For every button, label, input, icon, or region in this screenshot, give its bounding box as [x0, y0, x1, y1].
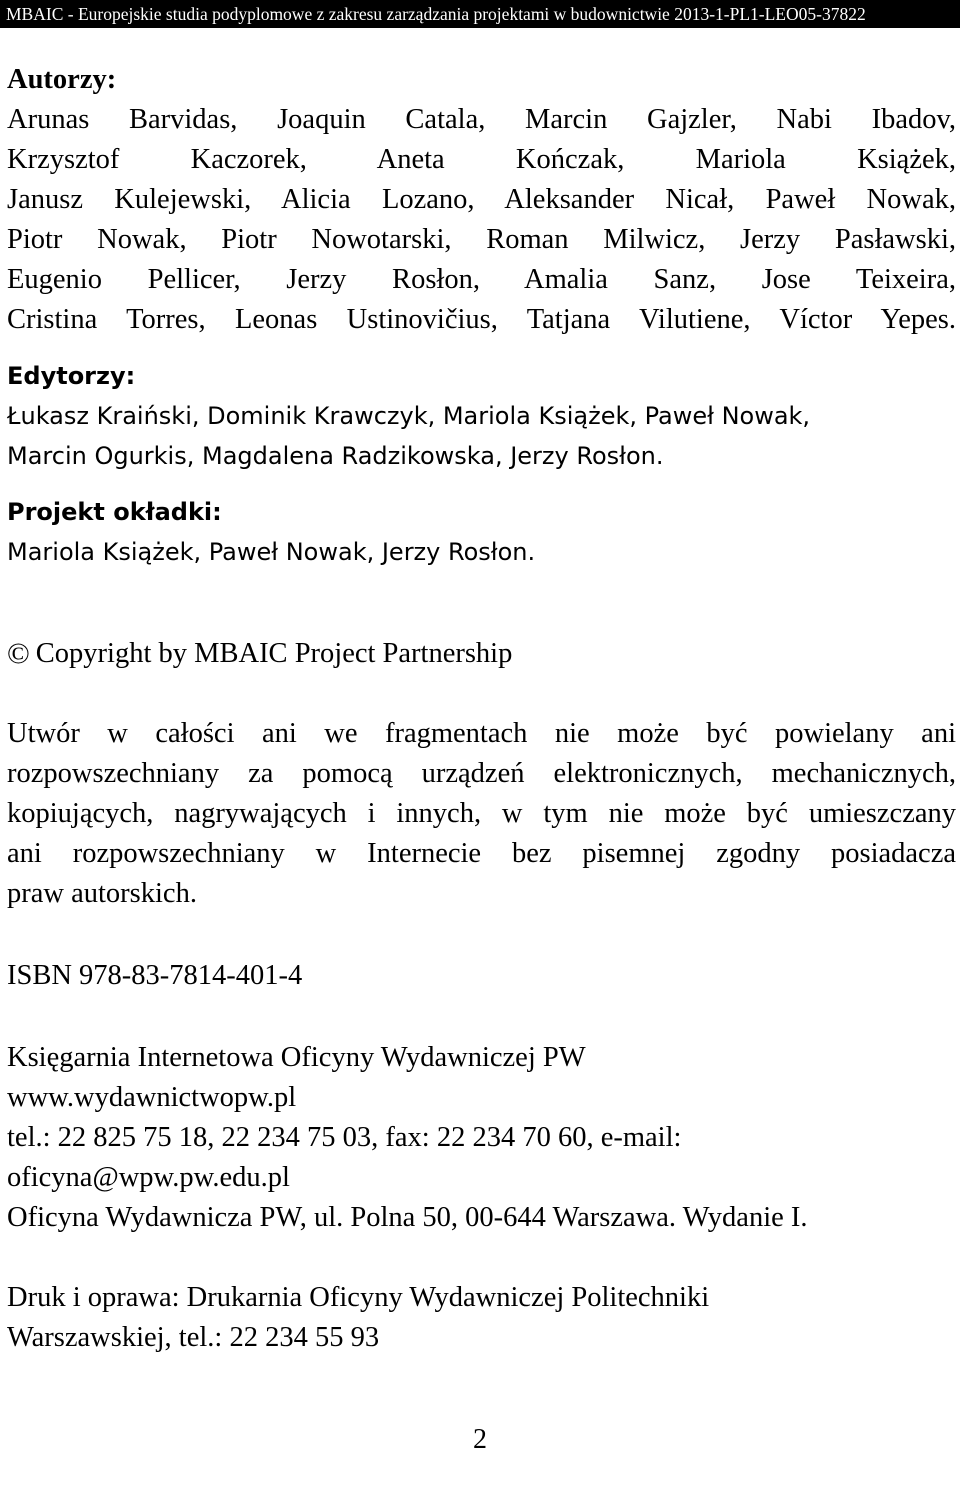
publisher-contact-line: tel.: 22 825 75 18, 22 234 75 03, fax: 22 234 70 60, e-mail:	[7, 1122, 682, 1153]
rights-line: ani rozpowszechniany w Internecie bez pisemnej zgodny posiadacza	[7, 838, 956, 869]
printing-line: Warszawskiej, tel.: 22 234 55 93	[7, 1322, 380, 1353]
rights-block	[7, 714, 956, 914]
editors-block	[7, 396, 956, 476]
cover-line: Mariola Książek, Paweł Nowak, Jerzy Rosłon.	[7, 538, 536, 566]
publisher-address-line: Oficyna Wydawnicza PW, ul. Polna 50, 00-644 Warszawa. Wydanie I.	[7, 1202, 808, 1233]
authors-line: Janusz Kulejewski, Alicia Lozano, Aleksander Nicał, Paweł Nowak,	[7, 184, 956, 215]
rights-line: Utwór w całości ani we fragmentach nie może być powielany ani	[7, 718, 956, 749]
copyright-text: Copyright by MBAIC Project Partnership	[35, 638, 513, 669]
page-content	[7, 60, 956, 1358]
authors-block	[7, 100, 956, 340]
copyright-line	[7, 634, 956, 674]
printing-block	[7, 1278, 956, 1358]
publisher-block	[7, 1038, 956, 1238]
publisher-line: Księgarnia Internetowa Oficyny Wydawniczej PW	[7, 1042, 586, 1073]
printing-line: Druk i oprawa: Drukarnia Oficyny Wydawniczej Politechniki	[7, 1282, 710, 1313]
authors-line: Krzysztof Kaczorek, Aneta Kończak, Mariola Książek,	[7, 144, 956, 175]
authors-heading: Autorzy:	[7, 64, 117, 95]
rights-line: rozpowszechniany za pomocą urządzeń elektronicznych, mechanicznych,	[7, 758, 956, 789]
authors-line: Arunas Barvidas, Joaquin Catala, Marcin Gajzler, Nabi Ibadov,	[7, 104, 956, 135]
authors-line: Piotr Nowak, Piotr Nowotarski, Roman Milwicz, Jerzy Pasławski,	[7, 224, 956, 255]
page-number: 2	[473, 1424, 487, 1455]
publisher-website-link[interactable]: www.wydawnictwopw.pl	[7, 1082, 297, 1113]
running-header-text: MBAIC - Europejskie studia podyplomowe z zakresu zarządzania projektami w budownictwie 2013-1-PL1-LEO05-37822	[6, 4, 866, 24]
rights-line: praw autorskich.	[7, 878, 197, 909]
publisher-email-link[interactable]: oficyna@wpw.pw.edu.pl	[7, 1162, 290, 1193]
cover-heading: Projekt okładki:	[7, 498, 222, 526]
copyright-icon: ©	[7, 637, 30, 670]
isbn: ISBN 978-83-7814-401-4	[7, 960, 303, 991]
editors-heading: Edytorzy:	[7, 362, 136, 390]
authors-line: Eugenio Pellicer, Jerzy Rosłon, Amalia Sanz, Jose Teixeira,	[7, 264, 956, 295]
authors-line: Cristina Torres, Leonas Ustinovičius, Tatjana Vilutiene, Víctor Yepes.	[7, 304, 956, 335]
editors-line: Łukasz Kraiński, Dominik Krawczyk, Mariola Książek, Paweł Nowak,	[7, 402, 811, 430]
editors-line: Marcin Ogurkis, Magdalena Radzikowska, Jerzy Rosłon.	[7, 442, 664, 470]
running-header	[0, 0, 960, 28]
rights-line: kopiujących, nagrywających i innych, w tym nie może być umieszczany	[7, 798, 956, 829]
